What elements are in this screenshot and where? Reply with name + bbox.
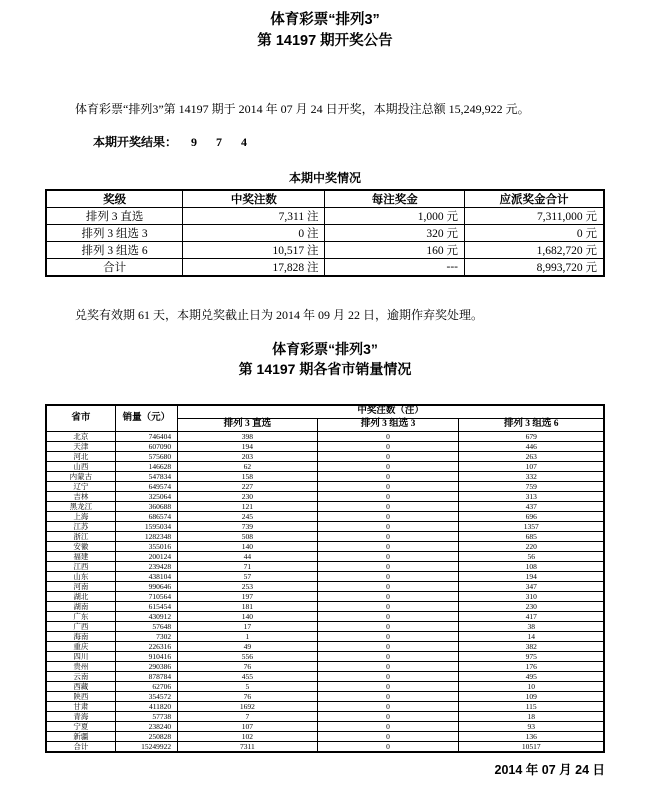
table-cell: 250828	[115, 731, 177, 741]
table-cell: 0	[317, 601, 459, 611]
table-row	[46, 541, 604, 551]
sales-table-header-row-1	[46, 405, 604, 418]
table-row	[46, 591, 604, 601]
table-row	[46, 461, 604, 471]
sales-table	[45, 404, 605, 753]
table-cell: 710564	[115, 591, 177, 601]
table-cell: 0	[317, 661, 459, 671]
table-row	[46, 225, 604, 242]
table-cell: 746404	[115, 431, 177, 441]
table-cell: 239428	[115, 561, 177, 571]
table-row	[46, 431, 604, 441]
table-row	[46, 721, 604, 731]
intro-paragraph: 体育彩票“排列3”第 14197 期于 2014 年 07 月 24 日开奖，本期投注总额 15,249,922 元。	[75, 102, 530, 116]
table-cell: 排列 3 直选	[46, 208, 183, 225]
table-cell: 安徽	[46, 541, 115, 551]
table-row	[46, 651, 604, 661]
table-cell: 136	[459, 731, 604, 741]
table-cell: 109	[459, 691, 604, 701]
table-cell: 245	[178, 511, 318, 521]
table-cell: 140	[178, 611, 318, 621]
table-cell: 975	[459, 651, 604, 661]
table-cell: 广东	[46, 611, 115, 621]
table-cell: 0	[317, 711, 459, 721]
table-cell: 浙江	[46, 531, 115, 541]
table-cell: 108	[459, 561, 604, 571]
table-cell: 0	[317, 481, 459, 491]
table-cell: 226316	[115, 641, 177, 651]
table-cell: 江西	[46, 561, 115, 571]
table-cell: 福建	[46, 551, 115, 561]
table-cell: 121	[178, 501, 318, 511]
table-cell: 1692	[178, 701, 318, 711]
table-row	[46, 491, 604, 501]
table-cell: 0	[317, 431, 459, 441]
table-row	[46, 501, 604, 511]
table-cell: 437	[459, 501, 604, 511]
table-cell: 0	[317, 691, 459, 701]
table-cell: 青海	[46, 711, 115, 721]
sales-header-sales: 销量（元）	[115, 405, 177, 431]
table-row	[46, 621, 604, 631]
table-cell: 山东	[46, 571, 115, 581]
table-cell: 10517	[459, 741, 604, 752]
table-cell: 1,682,720 元	[464, 242, 604, 259]
table-cell: 江苏	[46, 521, 115, 531]
table-cell: ---	[325, 259, 465, 277]
table-cell: 广西	[46, 621, 115, 631]
table-cell: 230	[459, 601, 604, 611]
table-row	[46, 611, 604, 621]
table-cell: 71	[178, 561, 318, 571]
table-cell: 320 元	[325, 225, 465, 242]
table-cell: 398	[178, 431, 318, 441]
table-row	[46, 531, 604, 541]
table-cell: 102	[178, 731, 318, 741]
table-cell: 17,828 注	[183, 259, 325, 277]
table-cell: 649574	[115, 481, 177, 491]
table-row	[46, 691, 604, 701]
table-cell: 排列 3 组选 3	[46, 225, 183, 242]
table-cell: 62	[178, 461, 318, 471]
table-cell: 547834	[115, 471, 177, 481]
table-cell: 158	[178, 471, 318, 481]
table-cell: 615454	[115, 601, 177, 611]
sales-title-line-1: 体育彩票“排列3”	[272, 341, 378, 357]
table-cell: 7311	[178, 741, 318, 752]
table-cell: 455	[178, 671, 318, 681]
table-cell: 430912	[115, 611, 177, 621]
table-cell: 0	[317, 551, 459, 561]
table-cell: 93	[459, 721, 604, 731]
prize-table-title: 本期中奖情况	[288, 171, 361, 185]
table-cell: 1	[178, 631, 318, 641]
table-cell: 17	[178, 621, 318, 631]
table-cell: 290386	[115, 661, 177, 671]
table-cell: 西藏	[46, 681, 115, 691]
table-cell: 160 元	[325, 242, 465, 259]
table-cell: 1357	[459, 521, 604, 531]
page-title	[0, 0, 650, 52]
document-body	[45, 101, 605, 778]
sales-header-zuxuan6: 排列 3 组选 6	[459, 418, 604, 431]
table-row	[46, 641, 604, 651]
table-cell: 0	[317, 611, 459, 621]
table-row	[46, 471, 604, 481]
table-cell: 200124	[115, 551, 177, 561]
table-cell: 332	[459, 471, 604, 481]
prize-table-header	[46, 190, 604, 208]
table-cell: 14	[459, 631, 604, 641]
table-cell: 194	[178, 441, 318, 451]
table-cell: 海南	[46, 631, 115, 641]
table-cell: 556	[178, 651, 318, 661]
table-cell: 0 注	[183, 225, 325, 242]
table-cell: 上海	[46, 511, 115, 521]
table-cell: 0	[317, 671, 459, 681]
table-cell: 411820	[115, 701, 177, 711]
table-cell: 黑龙江	[46, 501, 115, 511]
sales-table-header	[46, 405, 604, 431]
table-cell: 62706	[115, 681, 177, 691]
table-cell: 355016	[115, 541, 177, 551]
table-cell: 0	[317, 441, 459, 451]
table-cell: 0	[317, 731, 459, 741]
prize-header-level: 奖级	[46, 190, 183, 208]
table-cell: 0	[317, 701, 459, 711]
table-cell: 10,517 注	[183, 242, 325, 259]
sales-header-zuxuan3: 排列 3 组选 3	[317, 418, 459, 431]
table-cell: 508	[178, 531, 318, 541]
table-cell: 57648	[115, 621, 177, 631]
table-cell: 湖南	[46, 601, 115, 611]
table-cell: 7,311,000 元	[464, 208, 604, 225]
draw-result-label: 本期开奖结果：	[93, 135, 178, 149]
table-row	[46, 711, 604, 721]
table-cell: 878784	[115, 671, 177, 681]
table-cell: 0	[317, 451, 459, 461]
table-cell: 合计	[46, 259, 183, 277]
table-cell: 河北	[46, 451, 115, 461]
table-cell: 685	[459, 531, 604, 541]
table-cell: 辽宁	[46, 481, 115, 491]
draw-result-numbers: 9 7 4	[191, 135, 256, 149]
table-cell: 0	[317, 721, 459, 731]
prize-table	[45, 189, 605, 277]
table-cell: 238240	[115, 721, 177, 731]
table-cell: 759	[459, 481, 604, 491]
table-cell: 云南	[46, 671, 115, 681]
table-cell: 194	[459, 571, 604, 581]
table-cell: 679	[459, 431, 604, 441]
table-cell: 263	[459, 451, 604, 461]
table-cell: 新疆	[46, 731, 115, 741]
prize-table-header-row	[46, 190, 604, 208]
table-cell: 107	[459, 461, 604, 471]
table-cell: 360688	[115, 501, 177, 511]
table-row	[46, 242, 604, 259]
document-date: 2014 年 07 月 24 日	[494, 762, 605, 777]
table-cell: 176	[459, 661, 604, 671]
table-cell: 76	[178, 691, 318, 701]
table-cell: 宁夏	[46, 721, 115, 731]
table-cell: 227	[178, 481, 318, 491]
table-cell: 382	[459, 641, 604, 651]
table-cell: 686574	[115, 511, 177, 521]
table-cell: 山西	[46, 461, 115, 471]
table-cell: 0	[317, 541, 459, 551]
table-cell: 内蒙古	[46, 471, 115, 481]
table-cell: 203	[178, 451, 318, 461]
table-cell: 607090	[115, 441, 177, 451]
sales-header-wins-group: 中奖注数（注）	[178, 405, 604, 418]
table-cell: 146628	[115, 461, 177, 471]
table-row	[46, 661, 604, 671]
table-cell: 181	[178, 601, 318, 611]
redeem-note: 兑奖有效期 61 天，本期兑奖截止日为 2014 年 09 月 22 日，逾期作弃奖处理。	[75, 308, 484, 322]
table-cell: 57738	[115, 711, 177, 721]
table-cell: 49	[178, 641, 318, 651]
table-cell: 220	[459, 541, 604, 551]
title-line-2: 第 14197 期开奖公告	[257, 33, 393, 49]
sales-header-zhixuan: 排列 3 直选	[178, 418, 318, 431]
table-cell: 0	[317, 521, 459, 531]
table-cell: 107	[178, 721, 318, 731]
sales-title-line-2: 第 14197 期各省市销量情况	[238, 361, 412, 377]
table-row	[46, 259, 604, 277]
table-row	[46, 551, 604, 561]
table-cell: 910416	[115, 651, 177, 661]
table-cell: 197	[178, 591, 318, 601]
table-cell: 0	[317, 631, 459, 641]
prize-table-body	[46, 208, 604, 277]
table-row	[46, 631, 604, 641]
table-cell: 0	[317, 651, 459, 661]
table-cell: 1,000 元	[325, 208, 465, 225]
table-cell: 354572	[115, 691, 177, 701]
table-cell: 57	[178, 571, 318, 581]
table-cell: 0	[317, 491, 459, 501]
table-cell: 56	[459, 551, 604, 561]
table-cell: 合计	[46, 741, 115, 752]
prize-header-win-count: 中奖注数	[183, 190, 325, 208]
table-row	[46, 571, 604, 581]
table-cell: 115	[459, 701, 604, 711]
table-cell: 990646	[115, 581, 177, 591]
table-row	[46, 208, 604, 225]
table-row	[46, 521, 604, 531]
table-cell: 0	[317, 571, 459, 581]
table-cell: 347	[459, 581, 604, 591]
draw-result-line	[45, 133, 605, 150]
table-row	[46, 441, 604, 451]
sales-section-title	[45, 339, 605, 379]
table-cell: 7302	[115, 631, 177, 641]
table-cell: 贵州	[46, 661, 115, 671]
table-row	[46, 601, 604, 611]
prize-header-prize-per-bet: 每注奖金	[325, 190, 465, 208]
table-cell: 18	[459, 711, 604, 721]
table-cell: 313	[459, 491, 604, 501]
title-line-1: 体育彩票“排列3”	[270, 12, 380, 28]
table-row	[46, 701, 604, 711]
table-cell: 325064	[115, 491, 177, 501]
table-cell: 8,993,720 元	[464, 259, 604, 277]
table-cell: 0	[317, 561, 459, 571]
table-row	[46, 561, 604, 571]
prize-header-total-payout: 应派奖金合计	[464, 190, 604, 208]
table-cell: 140	[178, 541, 318, 551]
table-cell: 排列 3 组选 6	[46, 242, 183, 259]
table-row	[46, 681, 604, 691]
table-row	[46, 731, 604, 741]
table-cell: 7,311 注	[183, 208, 325, 225]
table-cell: 44	[178, 551, 318, 561]
table-cell: 湖北	[46, 591, 115, 601]
table-cell: 0	[317, 621, 459, 631]
sales-table-body	[46, 431, 604, 752]
table-cell: 739	[178, 521, 318, 531]
table-cell: 495	[459, 671, 604, 681]
table-cell: 0	[317, 741, 459, 752]
table-cell: 陕西	[46, 691, 115, 701]
table-row	[46, 581, 604, 591]
table-row	[46, 671, 604, 681]
table-cell: 575680	[115, 451, 177, 461]
table-cell: 0 元	[464, 225, 604, 242]
table-row	[46, 481, 604, 491]
table-cell: 北京	[46, 431, 115, 441]
table-cell: 甘肃	[46, 701, 115, 711]
table-cell: 310	[459, 591, 604, 601]
table-row	[46, 451, 604, 461]
table-cell: 7	[178, 711, 318, 721]
table-cell: 0	[317, 591, 459, 601]
table-cell: 10	[459, 681, 604, 691]
table-cell: 76	[178, 661, 318, 671]
table-cell: 438104	[115, 571, 177, 581]
table-cell: 河南	[46, 581, 115, 591]
table-cell: 0	[317, 471, 459, 481]
table-cell: 0	[317, 511, 459, 521]
table-cell: 0	[317, 461, 459, 471]
table-cell: 0	[317, 581, 459, 591]
sales-header-province: 省市	[46, 405, 115, 431]
table-cell: 0	[317, 641, 459, 651]
table-cell: 253	[178, 581, 318, 591]
table-row	[46, 511, 604, 521]
table-cell: 446	[459, 441, 604, 451]
table-cell: 0	[317, 531, 459, 541]
table-cell: 重庆	[46, 641, 115, 651]
table-cell: 38	[459, 621, 604, 631]
table-cell: 5	[178, 681, 318, 691]
table-row	[46, 741, 604, 752]
table-cell: 417	[459, 611, 604, 621]
table-cell: 0	[317, 501, 459, 511]
table-cell: 吉林	[46, 491, 115, 501]
table-cell: 四川	[46, 651, 115, 661]
table-cell: 230	[178, 491, 318, 501]
table-cell: 15249922	[115, 741, 177, 752]
table-cell: 696	[459, 511, 604, 521]
table-cell: 1595034	[115, 521, 177, 531]
table-cell: 天津	[46, 441, 115, 451]
table-cell: 1282348	[115, 531, 177, 541]
table-cell: 0	[317, 681, 459, 691]
